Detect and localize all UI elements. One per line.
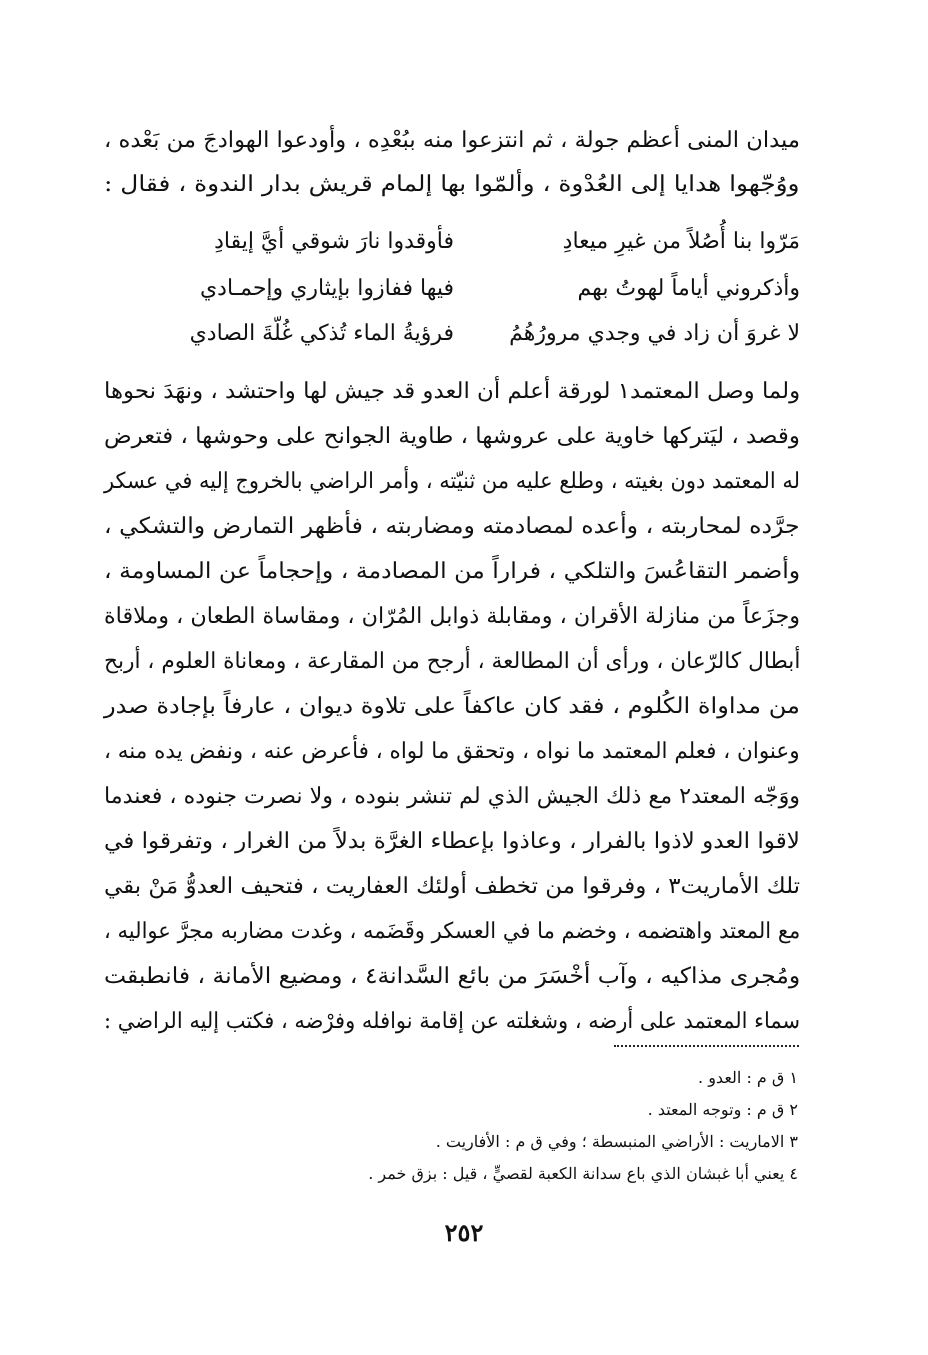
- footnote: ٤ يعني أبا غبشان الذي باع سدانة الكعبة لقصيٍّ ، قيل : بزق خمر .: [368, 1164, 798, 1183]
- verse-second-hemistich: فأوقدوا نارَ شوقي أيَّ إيقادِ: [214, 229, 454, 254]
- verse-second-hemistich: فيها ففازوا بإيثاري وإحمـادي: [199, 276, 454, 301]
- body-line: ولما وصل المعتمد١ لورقة أعلم أن العدو قد جيش لها واحتشد ، ونهَدَ نحوها: [103, 379, 800, 404]
- verse-first-hemistich: وأذكروني أياماً لهوتُ بهم: [577, 276, 800, 301]
- body-line: له المعتمد دون بغيته ، وطلع عليه من ثنيّته ، وأمر الراضي بالخروج إليه في عسكر: [104, 469, 800, 494]
- body-line: أبطال كالرّعان ، ورأى أن المطالعة ، أرجح من المقارعة ، ومعاناة العلوم ، أربح: [103, 649, 800, 674]
- body-line: ومُجرى مذاكيه ، وآب أخْسَرَ من بائع السَّدانة٤ ، ومضيع الأمانة ، فانطبقت: [103, 964, 800, 989]
- body-line: جرَّده لمحاربته ، وأعده لمصادمته ومضاربته ، فأظهر التمارض والتشكي ،: [104, 514, 800, 539]
- body-line: تلك الأماريت٣ ، وفرقوا من تخطف أولئك العفاريت ، فتحيف العدوُّ مَنْ بقي: [103, 874, 800, 899]
- body-line: وقصد ، ليَتركها خاوية على عروشها ، طاوية الجوانح على وحوشها ، فتعرض: [104, 424, 800, 449]
- footnote-divider: [614, 1045, 799, 1047]
- body-line: وجزَعاً من منازلة الأقران ، ومقابلة ذوابل المُرّان ، ومقاساة الطعان ، وملاقاة: [104, 604, 800, 629]
- footnote: ٢ ق م : وتوجه المعتد .: [647, 1100, 798, 1119]
- verse-first-hemistich: لا غروَ أن زاد في وجدي مرورُهُمُ: [509, 321, 800, 346]
- footnote: ٣ الاماريت : الأراضي المنبسطة ؛ وفي ق م : الأفاريت .: [435, 1132, 798, 1151]
- page-number: ٢٥٢: [444, 1218, 484, 1247]
- verse-second-hemistich: فرؤيةُ الماء تُذكي غُلّةَ الصادي: [189, 321, 454, 346]
- verse-first-hemistich: مَرّوا بنا أُصُلاً من غيرِ ميعادِ: [562, 229, 800, 254]
- body-line: وعنوان ، فعلم المعتمد ما نواه ، وتحقق ما لواه ، فأعرض عنه ، ونفض يده منه ،: [104, 739, 800, 764]
- intro-line: ميدان المنى أعظم جولة ، ثم انتزعوا منه ببُعْدِه ، وأودعوا الهوادجَ من بَعْده ،: [104, 128, 800, 153]
- intro-line: ووُجّهوا هدايا إلى العُدْوة ، وألمّوا بها إلمام قريش بدار الندوة ، فقال :: [104, 172, 800, 197]
- body-line: ووَجّه المعتد٢ مع ذلك الجيش الذي لم تنشر بنوده ، ولا نصرت جنوده ، فعندما: [103, 784, 800, 809]
- body-line: مع المعتد واهتضمه ، وخضم ما في العسكر وقَضَمه ، وغدت مضاربه مجرَّ عواليه ،: [103, 919, 800, 944]
- body-line: لاقوا العدو لاذوا بالفرار ، وعاذوا بإعطاء الغرَّة بدلاً من الغرار ، وتفرقوا في: [104, 829, 800, 854]
- body-line: من مداواة الكُلوم ، فقد كان عاكفاً على تلاوة ديوان ، عارفاً بإجادة صدر: [104, 694, 800, 719]
- footnote: ١ ق م : العدو .: [698, 1068, 798, 1087]
- body-line: وأضمر التقاعُسَ والتلكي ، فراراً من المصادمة ، وإحجاماً عن المساومة ،: [103, 559, 800, 584]
- body-line: سماء المعتمد على أرضه ، وشغلته عن إقامة نوافله وفرْضه ، فكتب إليه الراضي :: [103, 1009, 800, 1034]
